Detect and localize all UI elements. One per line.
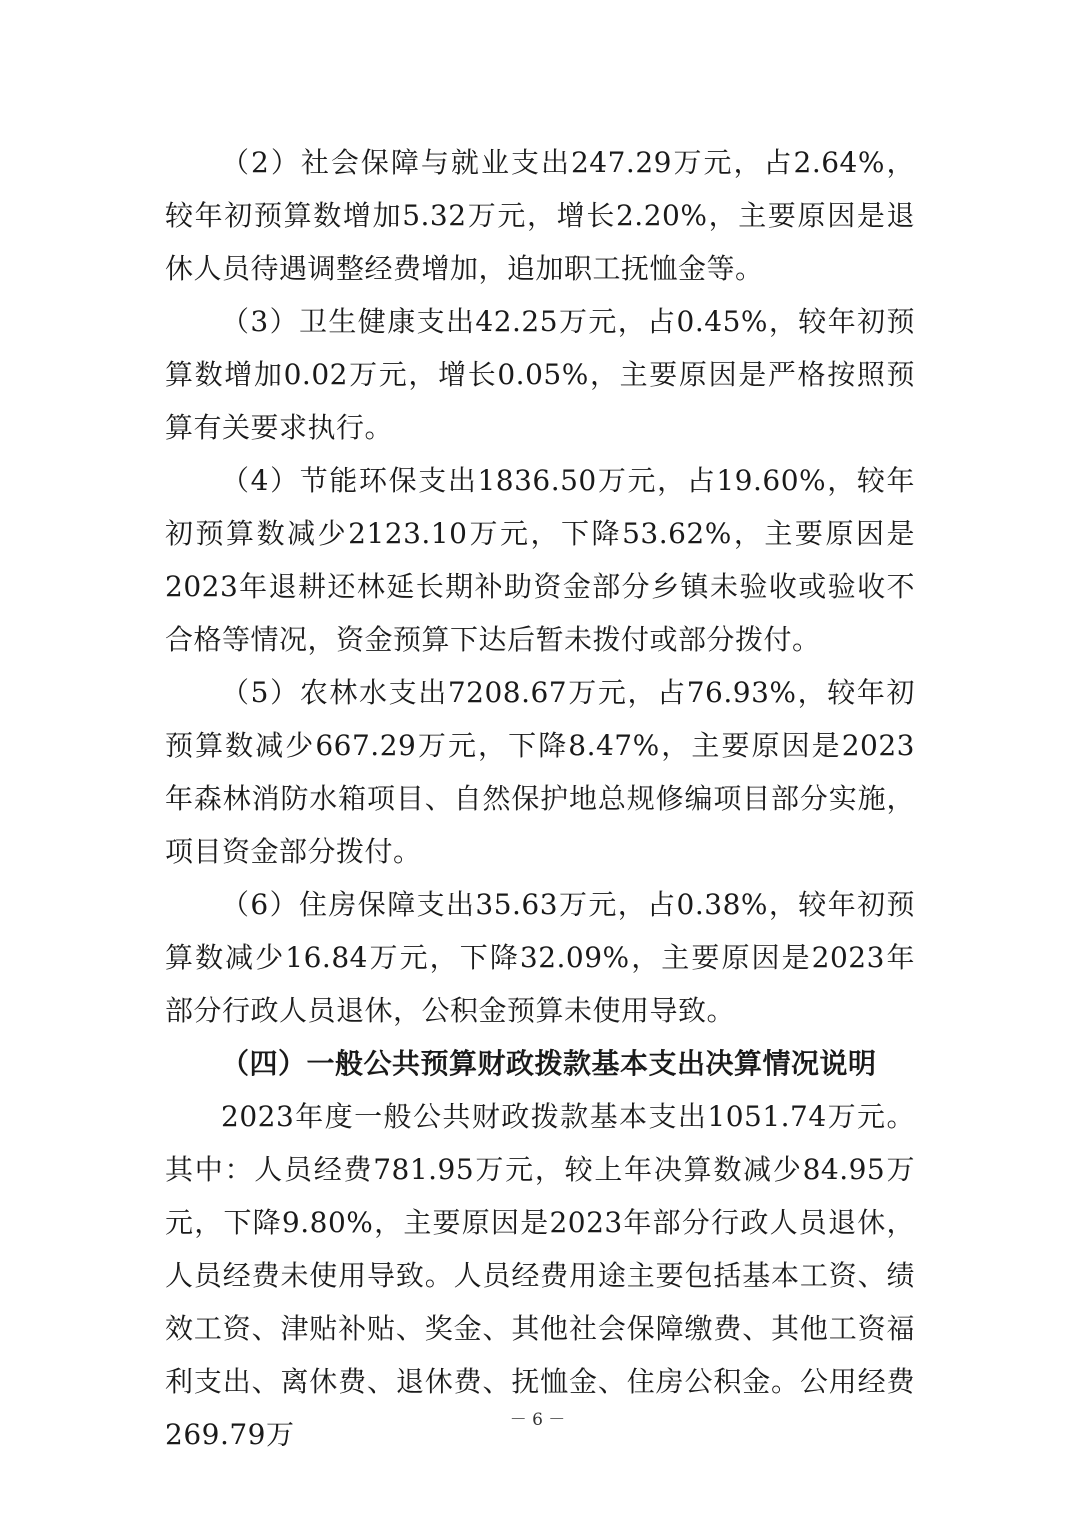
paragraph-health: （3）卫生健康支出42.25万元，占0.45%，较年初预算数增加0.02万元，增长0.05%，主要原因是严格按照预算有关要求执行。 xyxy=(165,305,915,444)
paragraph-basic-expenditure: 2023年度一般公共财政拨款基本支出1051.74万元。其中：人员经费781.95万元，较上年决算数减少84.95万元，下降9.80%，主要原因是2023年部分行政人员退休，人员经费未使用导致。人员经费用途主要包括基本工资、绩效工资、津贴补贴、奖金、其他社会保障缴费、其他工资福利支出、离休费、退休费、抚恤金、住房公积金。公用经费269.79万 xyxy=(165,1100,915,1451)
section-heading: （四）一般公共预算财政拨款基本支出决算情况说明 xyxy=(221,1047,877,1080)
paragraph-agriculture: （5）农林水支出7208.67万元，占76.93%，较年初预算数减少667.29万元，下降8.47%，主要原因是2023年森林消防水箱项目、自然保护地总规修编项目部分实施，项目资金部分拨付。 xyxy=(165,676,915,868)
paragraph-social-security: （2）社会保障与就业支出247.29万元，占2.64%，较年初预算数增加5.32万元，增长2.20%，主要原因是退休人员待遇调整经费增加，追加职工抚恤金等。 xyxy=(165,146,915,285)
paragraph-housing: （6）住房保障支出35.63万元，占0.38%，较年初预算数减少16.84万元，下降32.09%，主要原因是2023年部分行政人员退休，公积金预算未使用导致。 xyxy=(165,888,915,1027)
paragraph-environment: （4）节能环保支出1836.50万元，占19.60%，较年初预算数减少2123.10万元，下降53.62%，主要原因是2023年退耕还林延长期补助资金部分乡镇未验收或验收不合格等情况，资金预算下达后暂未拨付或部分拨付。 xyxy=(165,464,915,656)
body-text xyxy=(165,136,915,1461)
page-number: － 6 － xyxy=(509,1410,566,1430)
